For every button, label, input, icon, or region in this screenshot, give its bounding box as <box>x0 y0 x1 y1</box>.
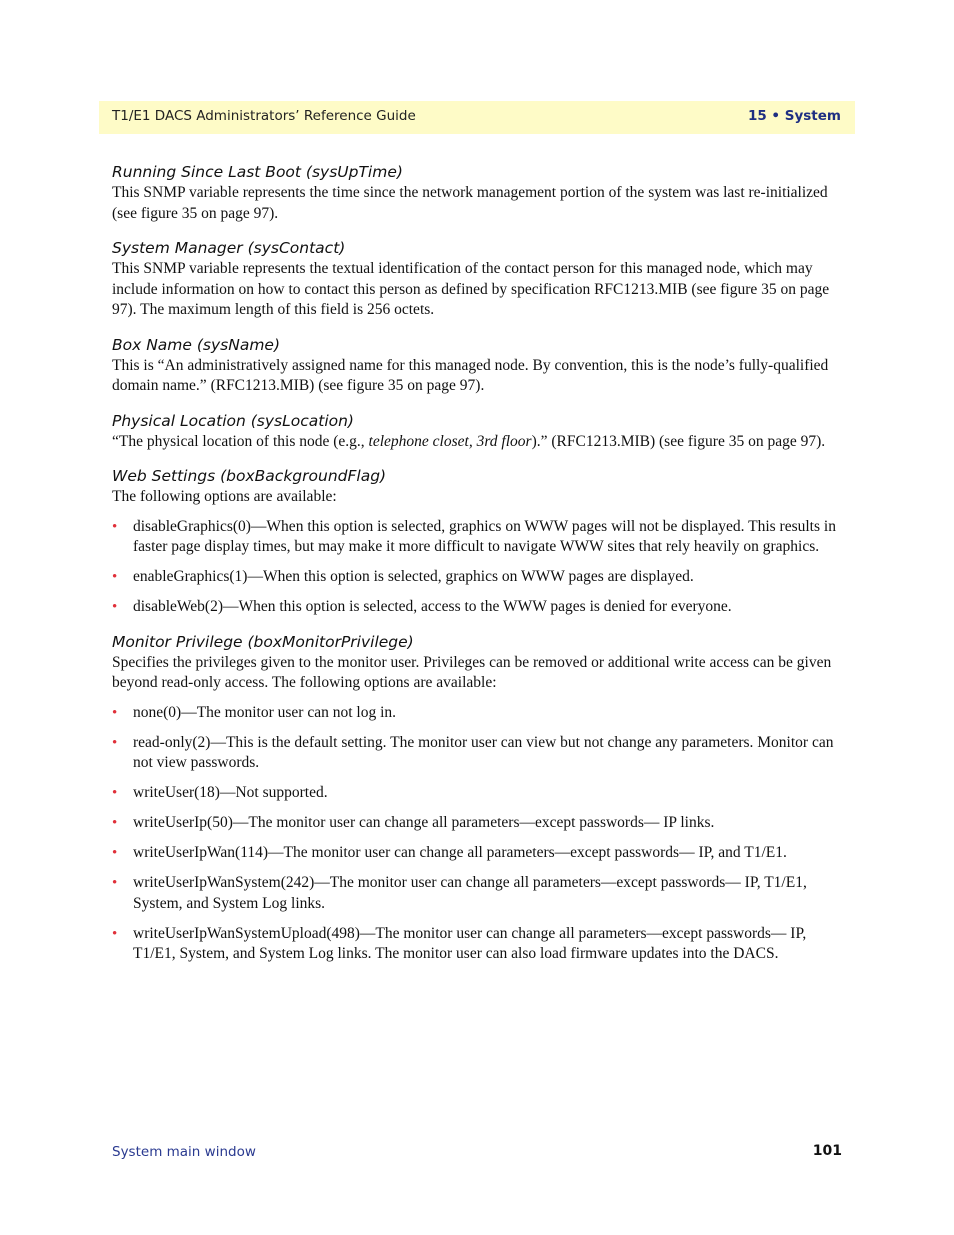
bullet-list <box>112 703 844 965</box>
list-item-text: writeUserIpWanSystem(242)—The monitor user can change all parameters—except passwords— IP, T1/E1, System, and System Log links. <box>133 874 807 912</box>
bullet-icon: • <box>112 785 118 801</box>
footer-section-name: System main window <box>112 1144 256 1160</box>
list-item <box>112 517 844 558</box>
page-body <box>112 162 844 979</box>
section-text: This is “An administratively assigned name for this managed node. By convention, this is the node’s fully-qualified domain name.” (RFC1213.MIB) (see figure 35 on page 97). <box>112 356 829 394</box>
list-item-text: disableGraphics(0)—When this option is selected, graphics on WWW pages will not be displayed. This results in faster page display times, but may make it more difficult to navigate WWW sites that rely heavily on graphics. <box>133 517 836 555</box>
list-item-text: writeUserIp(50)—The monitor user can change all parameters—except passwords— IP links. <box>133 814 715 831</box>
section-text: The following options are available: <box>112 488 337 505</box>
list-item <box>112 567 844 588</box>
bullet-icon: • <box>112 518 118 535</box>
list-item-text: none(0)—The monitor user can not log in. <box>133 703 397 721</box>
section-syscontact <box>112 238 844 321</box>
bullet-icon: • <box>112 875 118 891</box>
bullet-icon: • <box>112 845 118 861</box>
text-after: ).” (RFC1213.MIB) (see figure 35 on page 97). <box>531 432 826 450</box>
running-header <box>99 101 855 134</box>
bullet-icon: • <box>112 599 118 615</box>
section-syslocation <box>112 411 844 453</box>
header-guide-title: T1/E1 DACS Administrators’ Reference Guide <box>112 108 416 124</box>
list-item <box>112 597 844 618</box>
list-item <box>112 733 844 774</box>
section-text: This SNMP variable represents the time since the network management portion of the system was last re-initialized (see figure 35 on page 97). <box>112 184 828 222</box>
section-title: Physical Location (sysLocation) <box>112 411 354 430</box>
list-item-text: enableGraphics(1)—When this option is selected, graphics on WWW pages are displayed. <box>133 568 694 585</box>
section-sysuptime <box>112 162 844 224</box>
bullet-icon: • <box>112 569 118 585</box>
bullet-list <box>112 517 844 618</box>
section-web-settings <box>112 466 844 618</box>
list-item-text: read-only(2)—This is the default setting. The monitor user can view but not change any parameters. Monitor can not view passwords. <box>133 733 834 771</box>
bullet-icon: • <box>112 734 118 751</box>
list-item-text: writeUser(18)—Not supported. <box>133 784 328 801</box>
section-sysname <box>112 335 844 397</box>
list-item <box>112 813 844 834</box>
list-item-text: writeUserIpWanSystemUpload(498)—The monitor user can change all parameters—except passwords— IP, T1/E1, System, and System Log links. The monitor user can also load firmware updates into the DACS. <box>133 924 807 962</box>
section-title: Box Name (sysName) <box>112 335 281 354</box>
bullet-icon: • <box>112 704 118 721</box>
section-monitor-privilege <box>112 632 844 965</box>
list-item <box>112 873 844 914</box>
bullet-icon: • <box>112 815 118 831</box>
section-title: Monitor Privilege (boxMonitorPrivilege) <box>112 632 414 651</box>
bullet-icon: • <box>112 925 118 942</box>
text-before: “The physical location of this node (e.g., <box>112 432 369 450</box>
list-item-text: disableWeb(2)—When this option is selected, access to the WWW pages is denied for everyone. <box>133 598 732 615</box>
section-title: Web Settings (boxBackgroundFlag) <box>112 467 387 485</box>
text-italic: telephone closet, 3rd floor <box>368 432 532 450</box>
section-title: System Manager (sysContact) <box>112 239 346 257</box>
list-item <box>112 783 844 804</box>
list-item <box>112 924 844 965</box>
list-item-text: writeUserIpWan(114)—The monitor user can change all parameters—except passwords— IP, and T1/E1. <box>133 844 787 861</box>
page-number: 101 <box>812 1143 842 1159</box>
section-title: Running Since Last Boot (sysUpTime) <box>112 163 403 181</box>
list-item <box>112 703 844 724</box>
header-chapter: 15 • System <box>747 108 841 124</box>
section-text <box>112 432 844 453</box>
list-item <box>112 843 844 864</box>
section-text: This SNMP variable represents the textual identification of the contact person for this managed node, which may include information on how to contact this person as defined by specification RFC1213.MIB (see figure 35 on page 97). The maximum length of this field is 256 octets. <box>112 260 830 318</box>
section-text: Specifies the privileges given to the monitor user. Privileges can be removed or additional write access can be given beyond read-only access. The following options are available: <box>112 653 832 691</box>
